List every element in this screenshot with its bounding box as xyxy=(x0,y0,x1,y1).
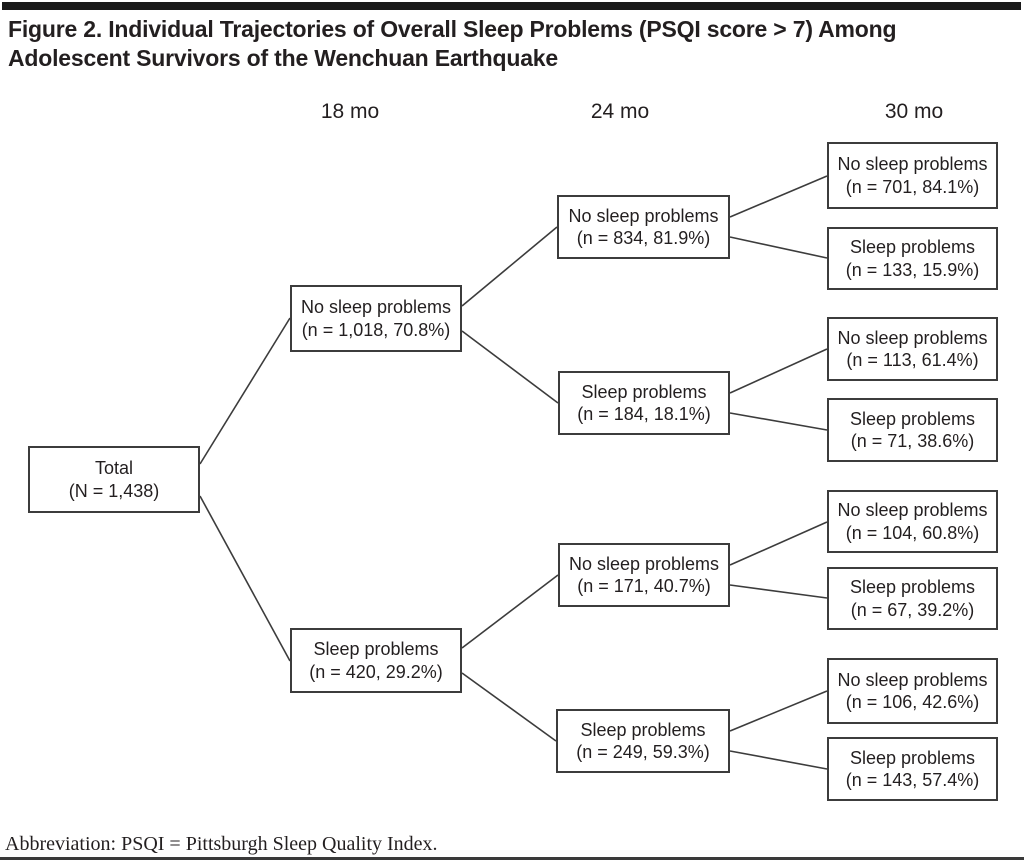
node-24mo-no-yes xyxy=(558,371,730,435)
node-24mo-no-no xyxy=(557,195,730,259)
column-header-24mo: 24 mo xyxy=(590,100,650,123)
node-30mo-no-yes-no xyxy=(827,317,998,381)
node-detail: (n = 113, 61.4%) xyxy=(846,350,979,370)
node-30mo-no-yes-yes xyxy=(827,398,998,462)
figure-title-line2: Adolescent Survivors of the Wenchuan Earthquake xyxy=(8,45,558,72)
node-18mo-no-sleep-problems xyxy=(290,285,462,352)
node-18mo-sleep-problems xyxy=(290,628,462,693)
node-24mo-yes-yes xyxy=(556,709,730,773)
node-total xyxy=(28,446,200,513)
node-detail: (n = 133, 15.9%) xyxy=(845,259,980,280)
node-30mo-yes-yes-no xyxy=(827,658,998,724)
node-total-detail: (N = 1,438) xyxy=(68,480,160,501)
node-label: Sleep problems xyxy=(849,577,976,597)
node-label: No sleep problems xyxy=(568,205,719,226)
node-detail: (n = 71, 38.6%) xyxy=(850,431,975,451)
node-30mo-yes-yes-yes xyxy=(827,737,998,801)
node-detail: (n = 106, 42.6%) xyxy=(845,692,980,712)
node-label: No sleep problems xyxy=(837,669,988,690)
node-label: Sleep problems xyxy=(849,747,976,768)
node-30mo-yes-no-no xyxy=(827,490,998,553)
node-detail: (n = 67, 39.2%) xyxy=(850,599,975,620)
node-detail: (n = 249, 59.3%) xyxy=(576,742,710,762)
node-detail: (n = 701, 84.1%) xyxy=(845,176,980,197)
node-label: Sleep problems xyxy=(849,408,976,429)
node-label: Sleep problems xyxy=(313,639,439,659)
node-label: No sleep problems xyxy=(837,500,988,520)
node-label: No sleep problems xyxy=(568,553,720,574)
node-30mo-yes-no-yes xyxy=(827,567,998,630)
node-30mo-no-no-no xyxy=(827,142,998,209)
node-detail: (n = 420, 29.2%) xyxy=(309,661,443,682)
figure-title-line1: Figure 2. Individual Trajectories of Overall Sleep Problems (PSQI score > 7) Among xyxy=(8,16,897,42)
bottom-rule-bar xyxy=(0,857,1024,860)
node-detail: (n = 171, 40.7%) xyxy=(577,576,711,596)
abbreviation-footnote: Abbreviation: PSQI = Pittsburgh Sleep Quality Index. xyxy=(5,833,438,855)
node-label: Sleep problems xyxy=(849,237,976,257)
node-detail: (n = 104, 60.8%) xyxy=(845,522,980,543)
node-detail: (n = 143, 57.4%) xyxy=(845,770,980,790)
node-label: No sleep problems xyxy=(300,297,452,317)
node-total-label: Total xyxy=(94,458,134,478)
node-label: Sleep problems xyxy=(580,719,706,740)
node-detail: (n = 834, 81.9%) xyxy=(576,228,711,248)
node-24mo-yes-no xyxy=(558,543,730,607)
node-label: No sleep problems xyxy=(837,154,988,174)
node-30mo-no-no-yes xyxy=(827,227,998,290)
column-header-18mo: 18 mo xyxy=(320,100,380,123)
node-detail: (n = 1,018, 70.8%) xyxy=(301,319,451,340)
column-header-30mo: 30 mo xyxy=(884,100,944,123)
node-detail: (n = 184, 18.1%) xyxy=(577,404,711,424)
node-label: Sleep problems xyxy=(581,381,707,402)
node-label: No sleep problems xyxy=(837,327,988,348)
